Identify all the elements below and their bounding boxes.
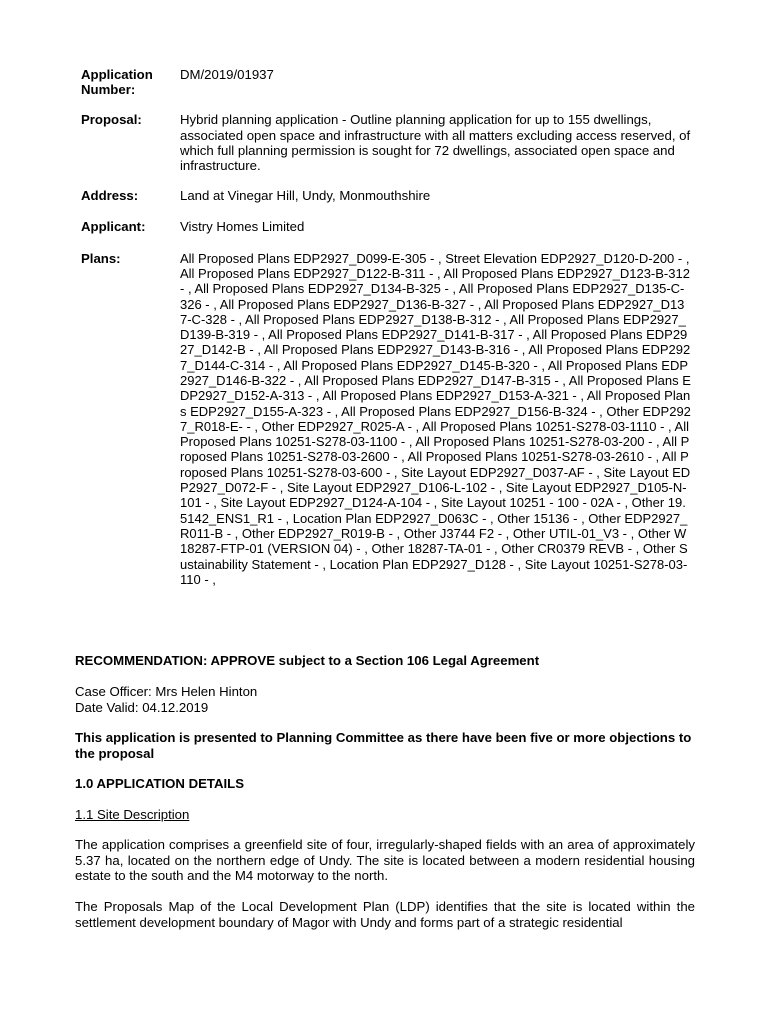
application-number-row	[81, 67, 691, 97]
proposal-label: Proposal:	[81, 112, 142, 128]
address-label: Address:	[81, 188, 139, 204]
plans-label: Plans:	[81, 250, 121, 266]
subsection-heading: 1.1 Site Description	[75, 807, 190, 822]
applicant-row	[81, 219, 691, 234]
plans-value: All Proposed Plans EDP2927_D099-E-305 - , Street Elevation EDP2927_D120-D-200 - , All Proposed Plans EDP2927_D122-B-311 - , All Proposed Plans EDP2927_D123-B-312 - , All Proposed Plans EDP2927_D134-B-325 - , All Proposed Plans EDP2927_D135-C-326 - , All Proposed Plans EDP2927_D136-B-327 - , All Proposed Plans EDP2927_D137-C-328 - , All Proposed Plans EDP2927_D138-B-312 - , All Proposed Plans EDP2927_D139-B-319 - , All Proposed Plans EDP2927_D141-B-317 - , All Proposed Plans EDP2927_D142-B - , All Proposed Plans EDP2927_D143-B-316 - , All Proposed Plans EDP2927_D144-C-314 - , All Proposed Plans EDP2927_D145-B-320 - , All Proposed Plans EDP2927_D146-B-322 - , All Proposed Plans EDP2927_D147-B-315 - , All Proposed Plans EDP2927_D152-A-313 - , All Proposed Plans EDP2927_D153-A-321 - , All Proposed Plans EDP2927_D155-A-323 - , All Proposed Plans EDP2927_D156-B-324 - , Other EDP2927_R018-E- - , Other EDP2927_R025-A - , All Proposed Plans 10251-S278-03-1110 - , All Proposed Plans 10251-S278-03-1100 - , All Proposed Plans 10251-S278-03-200 - , All Proposed Plans 10251-S278-03-2600 - , All Proposed Plans 10251-S278-03-2610 - , All Proposed Plans 10251-S278-03-600 - , Site Layout EDP2927_D037-AF - , Site Layout EDP2927_D072-F - , Site Layout EDP2927_D106-L-102 - , Site Layout EDP2927_D105-N-101 - , Site Layout EDP2927_D124-A-104 - , Site Layout 10251 - 100 - 02A - , Other 19.5142_ENS1_R1 - , Location Plan EDP2927_D063C - , Other 15136 - , Other EDP2927_R011-B - , Other EDP2927_R019-B - , Other J3744 F2 - , Other UTIL-01_V3 - , Other W18287-FTP-01 (VERSION 04) - , Other 18287-TA-01 - , Other CR0379 REVB - , Other Sustainability Statement - , Location Plan EDP2927_D128 - , Site Layout 10251-S278-03-110 - ,	[180, 250, 691, 587]
application-details-table	[81, 67, 691, 587]
date-valid: Date Valid: 04.12.2019	[75, 700, 209, 715]
applicant-label: Applicant:	[81, 219, 146, 235]
application-number-value: DM/2019/01937	[180, 67, 274, 82]
plans-row	[81, 251, 691, 588]
committee-note: This application is presented to Planning Committee as there have been five or more objections to the proposal	[75, 730, 692, 761]
application-number-label: Application Number:	[81, 67, 153, 98]
section-heading: 1.0 APPLICATION DETAILS	[75, 776, 245, 791]
address-value: Land at Vinegar Hill, Undy, Monmouthshire	[180, 188, 431, 204]
ldp-paragraph: The Proposals Map of the Local Development Plan (LDP) identifies that the site is located within the settlement development boundary of Magor with Undy and forms part of a strategic residential	[75, 899, 695, 930]
proposal-row	[81, 112, 691, 173]
address-row	[81, 188, 691, 203]
recommendation: RECOMMENDATION: APPROVE subject to a Section 106 Legal Agreement	[75, 653, 540, 668]
applicant-value: Vistry Homes Limited	[180, 219, 305, 235]
site-description-paragraph: The application comprises a greenfield site of four, irregularly-shaped fields with an area of approximately 5.37 ha, located on the northern edge of Undy. The site is located between a modern residential housing estate to the south and the M4 motorway to the north.	[75, 837, 695, 883]
case-officer: Case Officer: Mrs Helen Hinton	[75, 684, 258, 699]
proposal-value: Hybrid planning application - Outline planning application for up to 155 dwellings, associated open space and infrastructure with all matters excluding access reserved, of which full planning permission is sought for 72 dwellings, associated open space and infrastructure.	[180, 112, 691, 174]
